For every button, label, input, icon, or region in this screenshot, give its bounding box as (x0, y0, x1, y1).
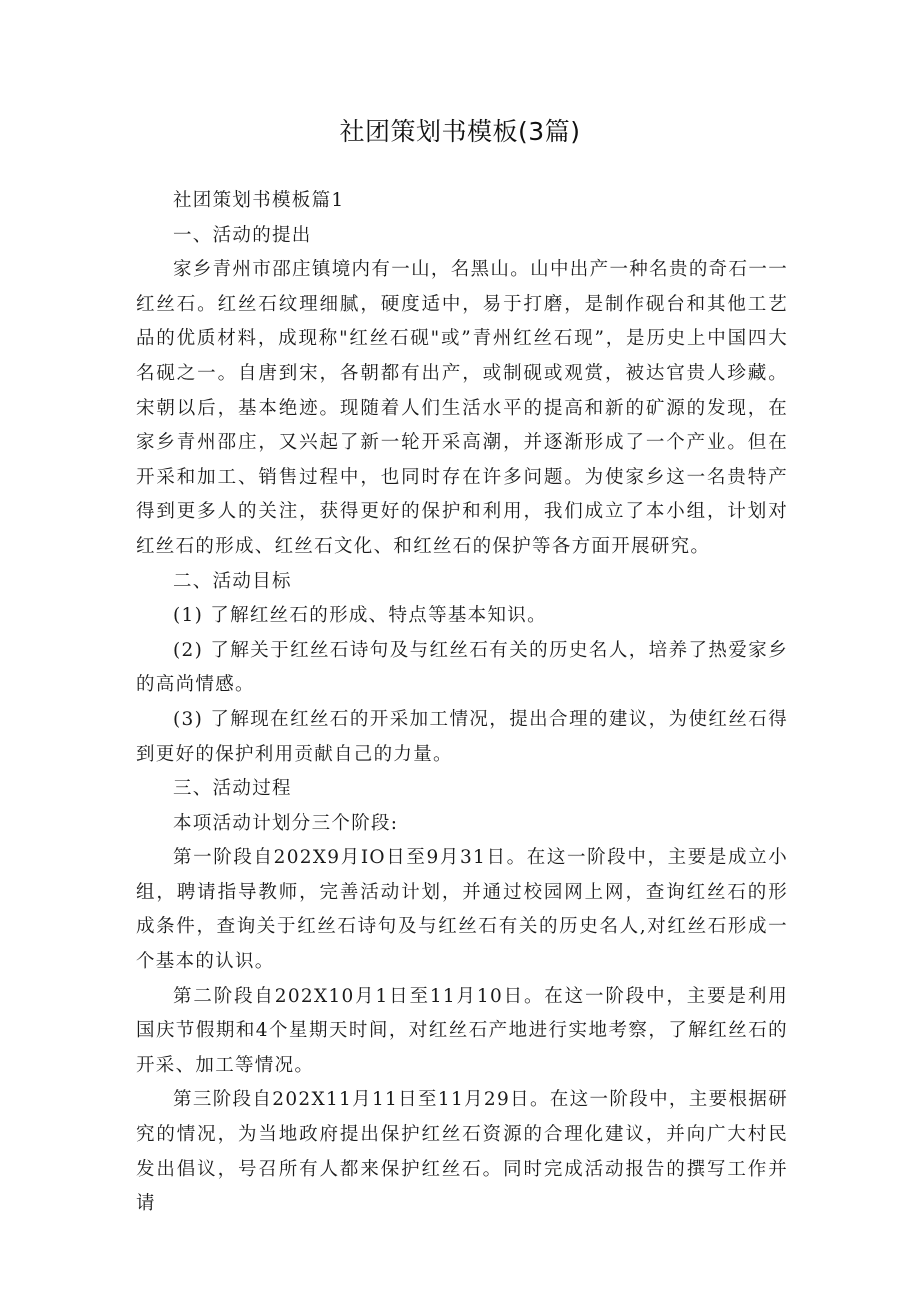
stage-1-paragraph: 第一阶段自202X9月IO日至9月31日。在这一阶段中，主要是成立小组，聘请指导教师，完善活动计划，并通过校园网上网，查询红丝石的形成条件，查询关于红丝石诗句及与红丝石有关的历史名人,对红丝石形成一个基本的认识。 (136, 847, 788, 973)
heading-activity-goals: 二、活动目标 (173, 570, 292, 592)
stage-2-paragraph: 第二阶段自202X10月1日至11月10日。在这一阶段中，主要是利用国庆节假期和4个星期天时间，对红丝石产地进行实地考察，了解红丝石的开采、加工等情况。 (136, 985, 788, 1076)
stage-3-paragraph: 第三阶段自202X11月11日至11月29日。在这一阶段中，主要根据研究的情况，为当地政府提出保护红丝石资源的合理化建议，并向广大村民发出倡议，号召所有人都来保护红丝石。同时完成活动报告的撰写工作并请 (136, 1089, 788, 1215)
goal-item-1: (1) 了解红丝石的形成、特点等基本知识。 (173, 605, 547, 627)
document-body (136, 184, 788, 1222)
section-heading-part-1: 社团策划书模板篇1 (173, 190, 345, 211)
heading-activity-proposal: 一、活动的提出 (173, 224, 312, 246)
process-intro: 本项活动计划分三个阶段: (173, 812, 399, 834)
paragraph-background: 家乡青州市邵庄镇境内有一山，名黑山。山中出产一种名贵的奇石一一红丝石。红丝石纹理细腻，硬度适中，易于打磨，是制作砚台和其他工艺品的优质材料，成现称"红丝石砚"或”青州红丝石现”，是历史上中国四大名砚之一。自唐到宋，各朝都有出产，或制砚或观赏，被达官贵人珍藏。宋朝以后，基本绝迹。现随着人们生活水平的提高和新的矿源的发现，在家乡青州邵庄，又兴起了新一轮开采高潮，并逐渐形成了一个产业。但在开采和加工、销售过程中，也同时存在许多问题。为使家乡这一名贵特产得到更多人的关注，获得更好的保护和利用，我们成立了本小组，计划对红丝石的形成、红丝石文化、和红丝石的保护等各方面开展研究。 (136, 259, 788, 557)
heading-activity-process: 三、活动过程 (173, 778, 292, 800)
goal-item-3: (3) 了解现在红丝石的开采加工情况，提出合理的建议，为使红丝石得到更好的保护利用贡献自己的力量。 (136, 708, 788, 765)
document-title: 社团策划书模板(3篇) (339, 117, 581, 146)
goal-item-2: (2) 了解关于红丝石诗句及与红丝石有关的历史名人，培养了热爱家乡的高尚情感。 (136, 639, 788, 696)
